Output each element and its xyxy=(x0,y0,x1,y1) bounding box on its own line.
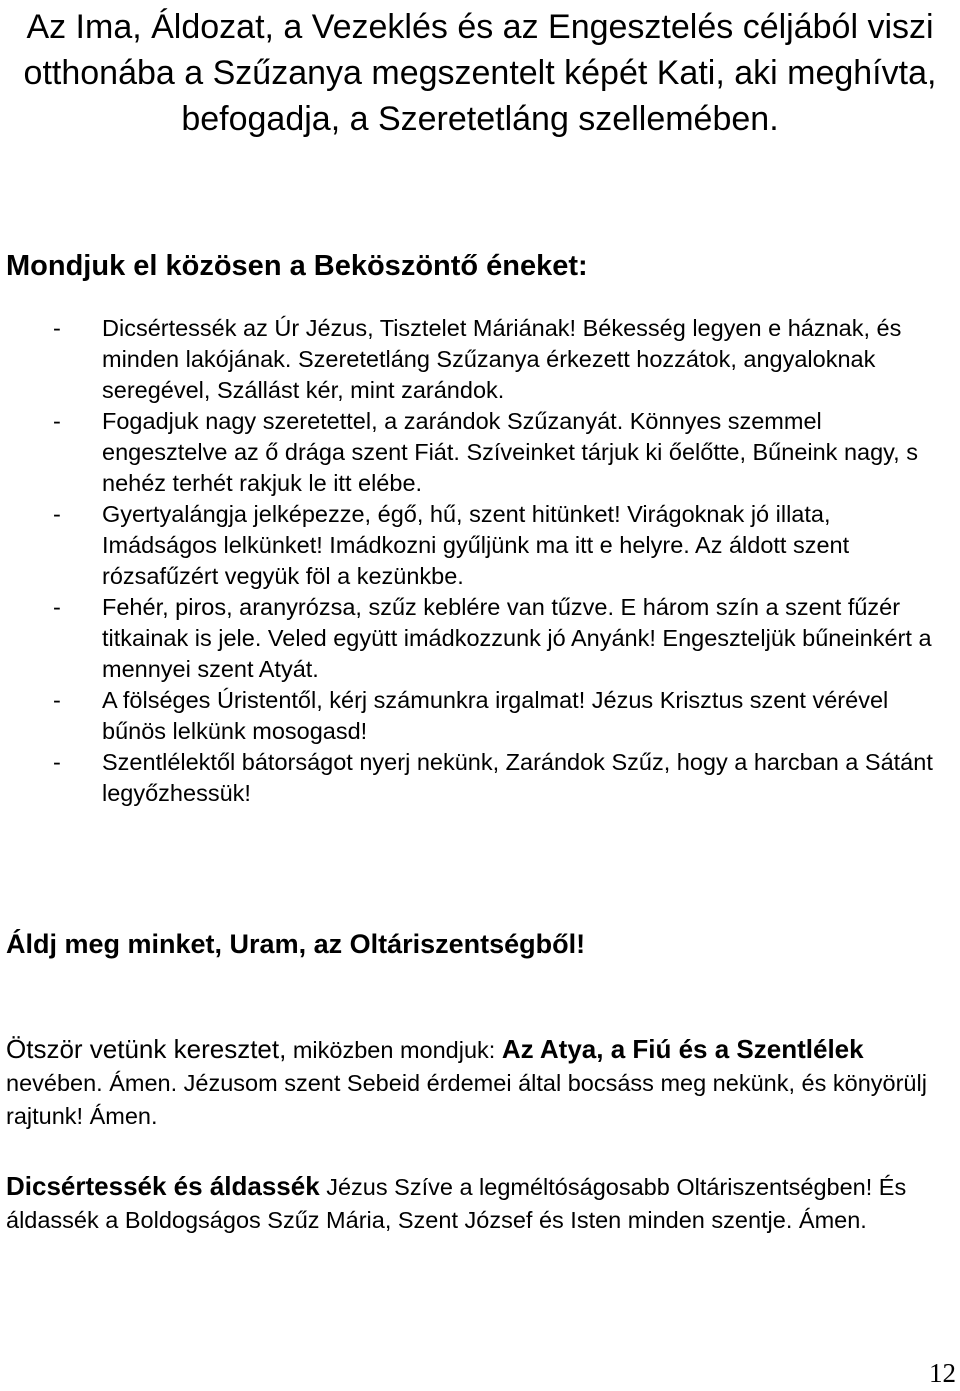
blessing-title: Áldj meg minket, Uram, az Oltáriszentségből! xyxy=(6,929,586,959)
song-verse xyxy=(0,592,960,685)
song-verse-text: Fehér, piros, aranyrózsa, szűz keblére van tűzve. E három szín a szent fűzér titkainak is jele. Veled együtt imádkozzunk jó Anyánk! Engeszteljük bűneinkért a mennyei szent Atyát. xyxy=(102,594,932,682)
song-verse xyxy=(0,685,960,747)
song-verse-text: Gyertyalángja jelképezze, égő, hű, szent hitünket! Virágoknak jó illata, Imádságos lelkünket! Imádkozni gyűljünk ma itt e helyre. Az áldott szent rózsafűzért vegyük föl a kezünkbe. xyxy=(102,501,850,589)
song-verse-text: Fogadjuk nagy szeretettel, a zarándok Szűzanyát. Könnyes szemmel engesztelve az ő drága szent Fiát. Szíveinket tárjuk ki őelőtte, Bűneink nagy, s nehéz terhét rakjuk le itt elébe. xyxy=(102,408,918,496)
praise-rest-text: Jézus Szíve a legméltóságosabb Oltáriszentségben! És áldassék a Boldogságos Szűz Mária, Szent József és Isten minden szentje. Ámen. xyxy=(6,1174,907,1233)
song-verse xyxy=(0,313,960,406)
song-title: Mondjuk el közösen a Beköszöntő éneket: xyxy=(6,250,588,282)
sign-middle-text: miközben mondjuk: xyxy=(286,1037,502,1063)
song-verse xyxy=(0,499,960,592)
sign-rest-text: nevében. Ámen. Jézusom szent Sebeid érdemei által bocsáss meg nekünk, és könyörülj rajtunk! Ámen. xyxy=(6,1070,927,1129)
song-verse xyxy=(0,406,960,499)
praise-bold-text: Dicsértessék és áldassék xyxy=(6,1171,320,1201)
dash-bullet: - xyxy=(53,749,61,775)
sign-bold-text: Az Atya, a Fiú és a Szentlélek xyxy=(501,1034,864,1064)
dash-bullet: - xyxy=(53,408,61,434)
sign-of-cross-paragraph xyxy=(6,1033,946,1133)
dash-bullet: - xyxy=(53,315,61,341)
page-number: 12 xyxy=(929,1358,956,1388)
song-verse-text: Dicsértessék az Úr Jézus, Tisztelet Máriának! Békesség legyen e háznak, és minden lakójának. Szeretetláng Szűzanya érkezett hozzátok, angyaloknak seregével, Szállást kér, mint zarándok. xyxy=(102,315,902,403)
intro-paragraph: Az Ima, Áldozat, a Vezeklés és az Engesztelés céljából viszi otthonába a Szűzanya megszentelt képét Kati, aki meghívta, befogadja, a Szeretetláng szellemében. xyxy=(23,8,937,138)
song-verse-text: Szentlélektől bátorságot nyerj nekünk, Zarándok Szűz, hogy a harcban a Sátánt legyőzhessük! xyxy=(102,749,933,806)
praise-paragraph xyxy=(6,1170,946,1237)
dash-bullet: - xyxy=(53,501,61,527)
song-verse xyxy=(0,747,960,809)
sign-lead-text: Ötször vetünk keresztet, xyxy=(6,1034,287,1064)
dash-bullet: - xyxy=(53,594,61,620)
dash-bullet: - xyxy=(53,687,61,713)
song-verse-list xyxy=(0,313,960,809)
song-verse-text: A fölséges Úristentől, kérj számunkra irgalmat! Jézus Krisztus szent vérével bűnös lelkünk mosogasd! xyxy=(102,687,889,744)
